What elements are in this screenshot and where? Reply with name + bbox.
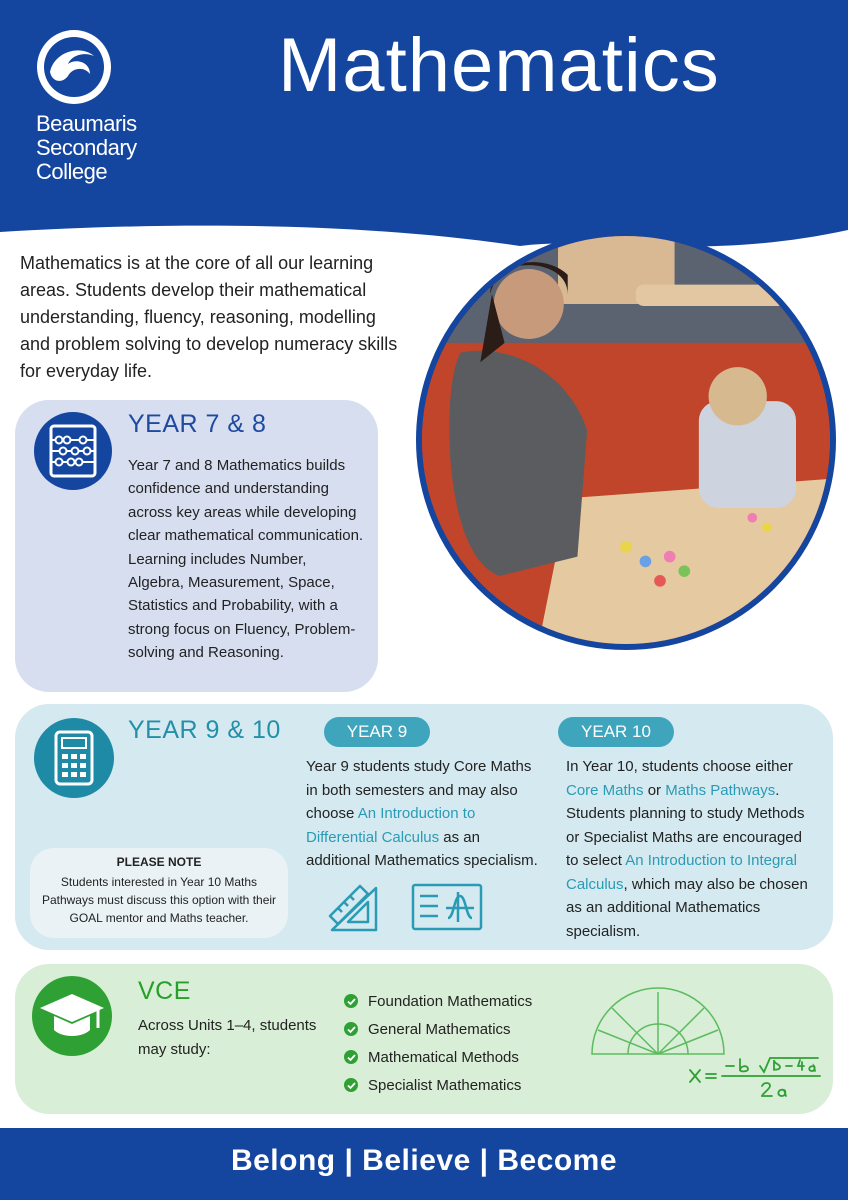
year-10-text-end: , which may also be chosen as an additional Mathematics specialism.	[566, 875, 808, 940]
footer-tagline: Belong | Believe | Become	[230, 1144, 618, 1177]
vce-subject: Specialist Mathematics	[368, 1076, 522, 1094]
vce-heading: VCE	[138, 977, 191, 1005]
list-item	[344, 1071, 574, 1099]
graduation-cap-icon	[32, 976, 112, 1056]
page-title: Mathematics	[278, 23, 720, 108]
check-icon	[344, 1050, 358, 1064]
year-9-text: Year 9 students study Core Maths in both semesters and may also choose	[306, 758, 532, 822]
intro-paragraph: Mathematics is at the core of all our learning areas. Students develop their mathematical understanding, fluency, reasoning, modelling and problem solving to develop numeracy skills for everyday life.	[20, 253, 398, 381]
list-item	[344, 1043, 574, 1071]
college-name-line: College	[36, 159, 108, 184]
please-note-title: PLEASE NOTE	[116, 855, 202, 869]
year-10-text: In Year 10, students choose either	[566, 758, 793, 775]
maths-pathways-highlight: Maths Pathways	[665, 781, 776, 799]
integral-calculus-highlight: An Introduction to Integral Calculus	[566, 852, 797, 893]
college-name-line: Secondary	[36, 135, 137, 160]
year-7-8-description: Year 7 and 8 Mathematics builds confidence and understanding across key areas while developing clear mathematical communication. Learning includes Number, Algebra, Measurement, Space, Statistics and Probability, with a strong focus on Fluency, Problem-solving and Reasoning.	[128, 457, 364, 662]
college-logo	[32, 26, 182, 112]
protractor-icon	[588, 980, 728, 1058]
abacus-icon	[34, 412, 112, 490]
year-10-badge: YEAR 10	[558, 717, 674, 747]
vce-subject: General Mathematics	[368, 1020, 511, 1038]
year-9-10-heading: YEAR 9 & 10	[128, 716, 281, 744]
whiteboard-graph-icon	[410, 882, 484, 934]
year-9-description	[306, 755, 546, 873]
college-name	[36, 112, 137, 184]
year-10-text: or	[643, 781, 666, 799]
year-10-description	[566, 755, 816, 943]
year-9-badge: YEAR 9	[324, 717, 430, 747]
check-icon	[344, 1022, 358, 1036]
calculator-icon	[34, 718, 114, 798]
quadratic-formula-icon	[688, 1056, 823, 1102]
list-item	[344, 987, 574, 1015]
year-9-text-end: as an additional Mathematics specialism.	[306, 828, 538, 869]
please-note-body: Students interested in Year 10 Maths Pathways must discuss this option with their GOAL mentor and Maths teacher.	[41, 875, 277, 925]
check-icon	[344, 994, 358, 1008]
year-7-8-heading: YEAR 7 & 8	[128, 410, 267, 438]
vce-description: Across Units 1–4, students may study:	[138, 1017, 317, 1058]
college-name-line: Beaumaris	[36, 111, 137, 136]
set-square-ruler-icon	[326, 880, 382, 934]
students-photo	[416, 230, 836, 650]
vce-subject: Foundation Mathematics	[368, 992, 533, 1010]
check-icon	[344, 1078, 358, 1092]
core-maths-highlight: Core Maths	[566, 781, 644, 799]
differential-calculus-highlight: An Introduction to Differential Calculus	[306, 805, 476, 846]
vce-subject-list	[344, 987, 574, 1099]
vce-subject: Mathematical Methods	[368, 1048, 519, 1066]
list-item	[344, 1015, 574, 1043]
year-10-text: . Students planning to study Methods or Specialist Maths are encouraged to select	[566, 781, 805, 869]
